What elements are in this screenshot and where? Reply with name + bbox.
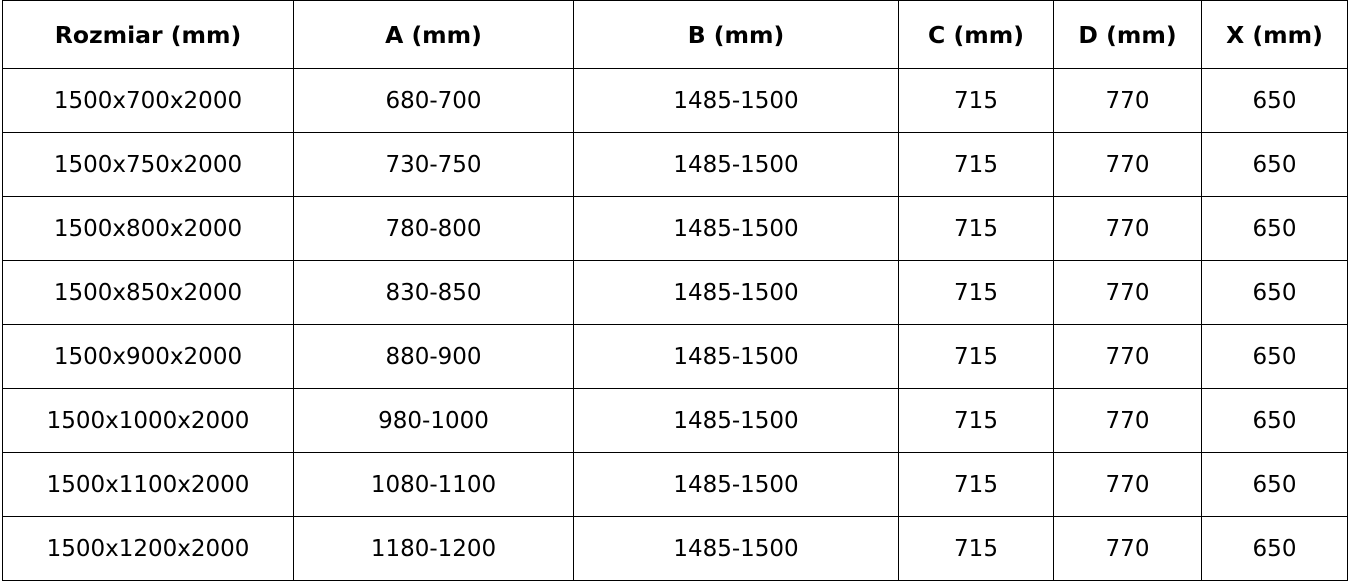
cell-c: 715	[899, 133, 1054, 197]
cell-rozmiar: 1500x850x2000	[3, 261, 294, 325]
cell-rozmiar: 1500x700x2000	[3, 69, 294, 133]
cell-d: 770	[1054, 389, 1202, 453]
cell-b: 1485-1500	[574, 517, 899, 581]
cell-a: 980-1000	[294, 389, 574, 453]
cell-c: 715	[899, 389, 1054, 453]
cell-rozmiar: 1500x1000x2000	[3, 389, 294, 453]
table-header	[3, 1, 1348, 69]
size-table	[2, 0, 1348, 581]
cell-x: 650	[1202, 389, 1348, 453]
table-row	[3, 197, 1348, 261]
cell-a: 1080-1100	[294, 453, 574, 517]
cell-c: 715	[899, 261, 1054, 325]
cell-rozmiar: 1500x1100x2000	[3, 453, 294, 517]
cell-x: 650	[1202, 69, 1348, 133]
table-row	[3, 453, 1348, 517]
column-header-d: D (mm)	[1054, 1, 1202, 69]
cell-x: 650	[1202, 197, 1348, 261]
cell-c: 715	[899, 517, 1054, 581]
cell-rozmiar: 1500x900x2000	[3, 325, 294, 389]
cell-a: 680-700	[294, 69, 574, 133]
table-row	[3, 389, 1348, 453]
cell-d: 770	[1054, 517, 1202, 581]
cell-d: 770	[1054, 453, 1202, 517]
cell-rozmiar: 1500x800x2000	[3, 197, 294, 261]
table-row	[3, 69, 1348, 133]
column-header-b: B (mm)	[574, 1, 899, 69]
cell-d: 770	[1054, 261, 1202, 325]
cell-a: 880-900	[294, 325, 574, 389]
column-header-c: C (mm)	[899, 1, 1054, 69]
column-header-a: A (mm)	[294, 1, 574, 69]
cell-a: 830-850	[294, 261, 574, 325]
cell-b: 1485-1500	[574, 389, 899, 453]
cell-c: 715	[899, 325, 1054, 389]
cell-x: 650	[1202, 453, 1348, 517]
cell-x: 650	[1202, 261, 1348, 325]
table-row	[3, 517, 1348, 581]
cell-b: 1485-1500	[574, 69, 899, 133]
cell-d: 770	[1054, 69, 1202, 133]
cell-d: 770	[1054, 325, 1202, 389]
table-body	[3, 69, 1348, 581]
column-header-rozmiar: Rozmiar (mm)	[3, 1, 294, 69]
cell-b: 1485-1500	[574, 197, 899, 261]
cell-d: 770	[1054, 197, 1202, 261]
table-row	[3, 261, 1348, 325]
table-row	[3, 133, 1348, 197]
cell-a: 780-800	[294, 197, 574, 261]
cell-a: 730-750	[294, 133, 574, 197]
cell-b: 1485-1500	[574, 133, 899, 197]
cell-b: 1485-1500	[574, 325, 899, 389]
cell-c: 715	[899, 197, 1054, 261]
cell-b: 1485-1500	[574, 261, 899, 325]
cell-x: 650	[1202, 517, 1348, 581]
cell-x: 650	[1202, 325, 1348, 389]
cell-x: 650	[1202, 133, 1348, 197]
cell-rozmiar: 1500x1200x2000	[3, 517, 294, 581]
cell-d: 770	[1054, 133, 1202, 197]
cell-c: 715	[899, 453, 1054, 517]
table-row	[3, 325, 1348, 389]
cell-b: 1485-1500	[574, 453, 899, 517]
cell-rozmiar: 1500x750x2000	[3, 133, 294, 197]
table-header-row	[3, 1, 1348, 69]
cell-a: 1180-1200	[294, 517, 574, 581]
column-header-x: X (mm)	[1202, 1, 1348, 69]
cell-c: 715	[899, 69, 1054, 133]
